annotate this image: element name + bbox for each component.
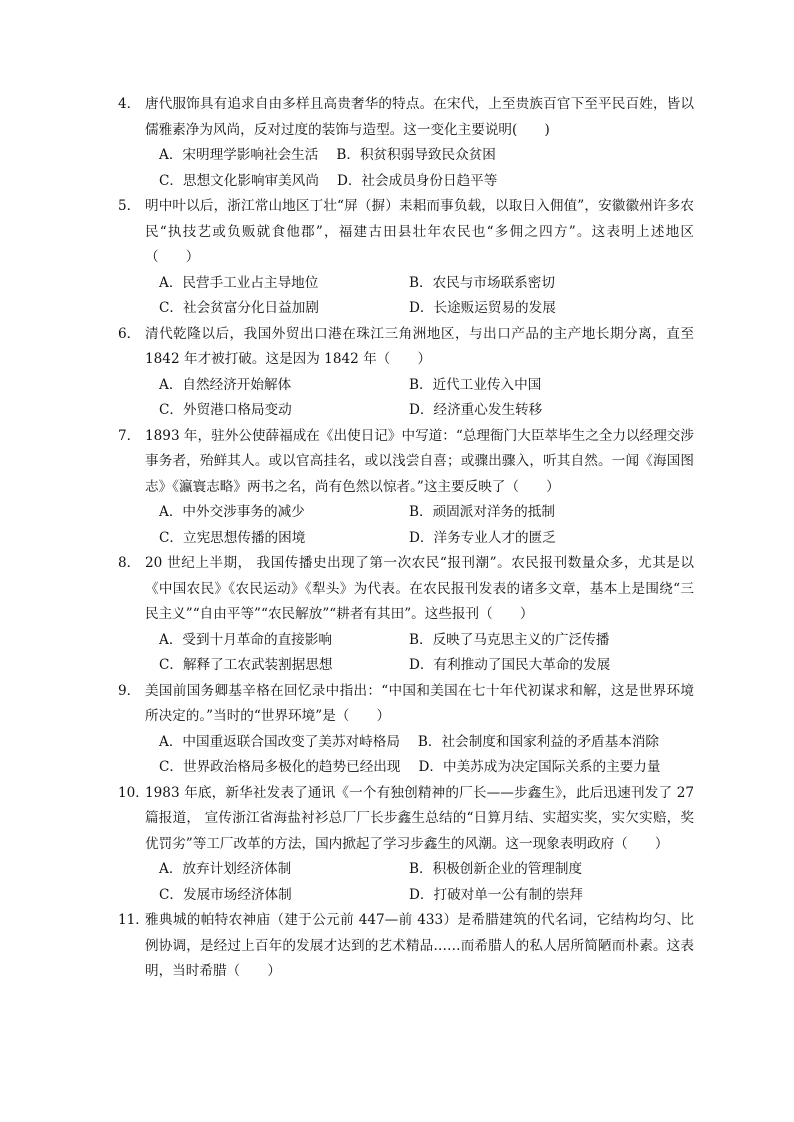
option-b[interactable]: B．积贫积弱导致民众贫困	[336, 147, 496, 163]
option-row	[159, 143, 694, 169]
question-number: 5．	[118, 198, 141, 214]
option-c[interactable]: C．思想文化影响审美风尚	[159, 172, 319, 189]
option-list	[118, 271, 694, 322]
option-b[interactable]: B．农民与市场联系密切	[409, 274, 555, 291]
option-row	[159, 628, 694, 654]
question-text: 雅典城的帕特农神庙（建于公元前 447—前 433）是希腊建筑的代名词，它结构均匀、比例协调，是经过上百年的发展才达到的艺术精品……而希腊人的私人居所简陋而朴素。这表明，当时希腊（ ）	[145, 912, 694, 979]
option-list	[118, 143, 694, 194]
option-row	[159, 730, 694, 756]
option-row	[159, 755, 694, 781]
option-b[interactable]: B．近代工业传入中国	[409, 376, 542, 393]
question-stem	[118, 551, 694, 628]
option-row	[159, 653, 694, 679]
option-d[interactable]: D．打破对单一公有制的崇拜	[409, 886, 584, 903]
question-stem	[118, 908, 694, 985]
question-9	[118, 679, 694, 781]
option-a[interactable]: A．宋明理学影响社会生活	[159, 147, 319, 163]
question-number: 6．	[118, 325, 141, 342]
option-d[interactable]: D．社会成员身份日趋平等	[336, 172, 498, 189]
option-d[interactable]: D．经济重心发生转移	[409, 402, 543, 418]
question-number: 9．	[118, 682, 141, 699]
option-row	[159, 857, 694, 883]
option-c[interactable]: C．发展市场经济体制	[159, 886, 292, 903]
question-number: 8．	[118, 555, 141, 571]
option-d[interactable]: D．洋务专业人才的匮乏	[409, 529, 556, 546]
question-text: 1983 年底，新华社发表了通讯《一个有独创精神的厂长——步鑫生》，此后迅速刊发了 27 篇报道， 宣传浙江省海盐衬衫总厂厂长步鑫生总结的“日算月结、实超实奖，实欠实赔，奖优罚劣”等工厂改革的方法，国内掀起了学习步鑫生的风潮。这一现象表明政府（ ）	[145, 784, 694, 852]
option-c[interactable]: C．立宪思想传播的困境	[159, 529, 306, 546]
option-d[interactable]: D．中美苏成为决定国际关系的主要力量	[418, 759, 661, 775]
option-row	[159, 398, 694, 424]
option-row	[159, 296, 694, 322]
question-number: 10．	[118, 784, 149, 801]
question-10	[118, 781, 694, 909]
option-row	[159, 373, 694, 399]
option-a[interactable]: A．受到十月革命的直接影响	[159, 631, 332, 648]
option-list	[118, 373, 694, 424]
option-row	[159, 883, 694, 909]
option-a[interactable]: A．民营手工业占主导地位	[159, 274, 319, 291]
option-b[interactable]: B．积极创新企业的管理制度	[409, 861, 583, 877]
question-stem	[118, 92, 694, 143]
option-a[interactable]: A．中国重返联合国改变了美苏对峙格局	[159, 733, 400, 750]
question-6	[118, 322, 694, 424]
question-text: 1893 年，驻外公使薛福成在《出使日记》中写道：“总理衙门大臣萃毕生之全力以经理交涉事务者，殆鲜其人。或以官高挂名，或以浅尝自喜；或骤出骤入，听其自然。一闻《海国图志》《瀛寰志略》两书之名，尚有色然以惊者。”这主要反映了（ ）	[145, 427, 694, 495]
option-b[interactable]: B．社会制度和国家利益的矛盾基本消除	[417, 733, 660, 750]
question-stem	[118, 781, 694, 858]
option-c[interactable]: C．解释了工农武装割据思想	[159, 657, 333, 673]
option-list	[118, 857, 694, 908]
question-7	[118, 424, 694, 552]
option-row	[159, 271, 694, 297]
question-8	[118, 551, 694, 679]
option-row	[159, 500, 694, 526]
question-number: 7．	[118, 427, 141, 444]
question-5	[118, 194, 694, 322]
option-a[interactable]: A．放弃计划经济体制	[159, 861, 292, 877]
question-stem	[118, 679, 694, 730]
option-c[interactable]: C．外贸港口格局变动	[159, 402, 292, 418]
option-row	[159, 526, 694, 552]
option-d[interactable]: D．有利推动了国民大革命的发展	[409, 657, 611, 673]
question-11	[118, 908, 694, 985]
question-text: 清代乾隆以后，我国外贸出口港在珠江三角洲地区，与出口产品的主产地长期分离，直至 1842 年才被打破。这是因为 1842 年（ ）	[145, 325, 694, 367]
option-list	[118, 500, 694, 551]
question-text: 明中叶以后，浙江常山地区丁壮“屏（摒）耒耜而事负载，以取日入佣值”，安徽徽州许多农民“执技艺或负贩就食他郡”，福建古田县壮年农民也“多佣之四方”。这表明上述地区（ ）	[145, 198, 694, 265]
question-number: 11．	[118, 912, 149, 928]
question-text: 唐代服饰具有追求自由多样且高贵奢华的特点。在宋代，上至贵族百官下至平民百姓，皆以儒雅素净为风尚，反对过度的装饰与造型。这一变化主要说明( )	[145, 96, 694, 138]
option-d[interactable]: D．长途贩运贸易的发展	[409, 300, 556, 316]
option-a[interactable]: A．自然经济开始解体	[159, 376, 292, 393]
option-b[interactable]: B．反映了马克思主义的广泛传播	[409, 631, 610, 648]
option-a[interactable]: A．中外交涉事务的减少	[159, 504, 305, 520]
option-c[interactable]: C．社会贫富分化日益加剧	[159, 300, 319, 316]
question-text: 20 世纪上半期， 我国传播史出现了第一次农民“报刊潮”。农民报刊数量众多，尤其是以 《中国农民》《农民运动》《犁头》为代表。在农民报刊发表的诸多文章，基本上是围绕“三民主义”“自由平等”“农民解放”“耕者有其田”。这些报刊（ ）	[145, 555, 694, 622]
option-c[interactable]: C．世界政治格局多极化的趋势已经出现	[159, 759, 401, 775]
question-stem	[118, 322, 694, 373]
question-stem	[118, 194, 694, 271]
question-text: 美国前国务卿基辛格在回忆录中指出：“中国和美国在七十年代初谋求和解，这是世界环境所决定的。”当时的“世界环境”是（ ）	[145, 682, 694, 724]
question-4	[118, 92, 694, 194]
option-list	[118, 628, 694, 679]
option-list	[118, 730, 694, 781]
option-b[interactable]: B．顽固派对洋务的抵制	[409, 504, 555, 520]
option-row	[159, 169, 694, 195]
question-stem	[118, 424, 694, 501]
question-number: 4．	[118, 96, 141, 112]
